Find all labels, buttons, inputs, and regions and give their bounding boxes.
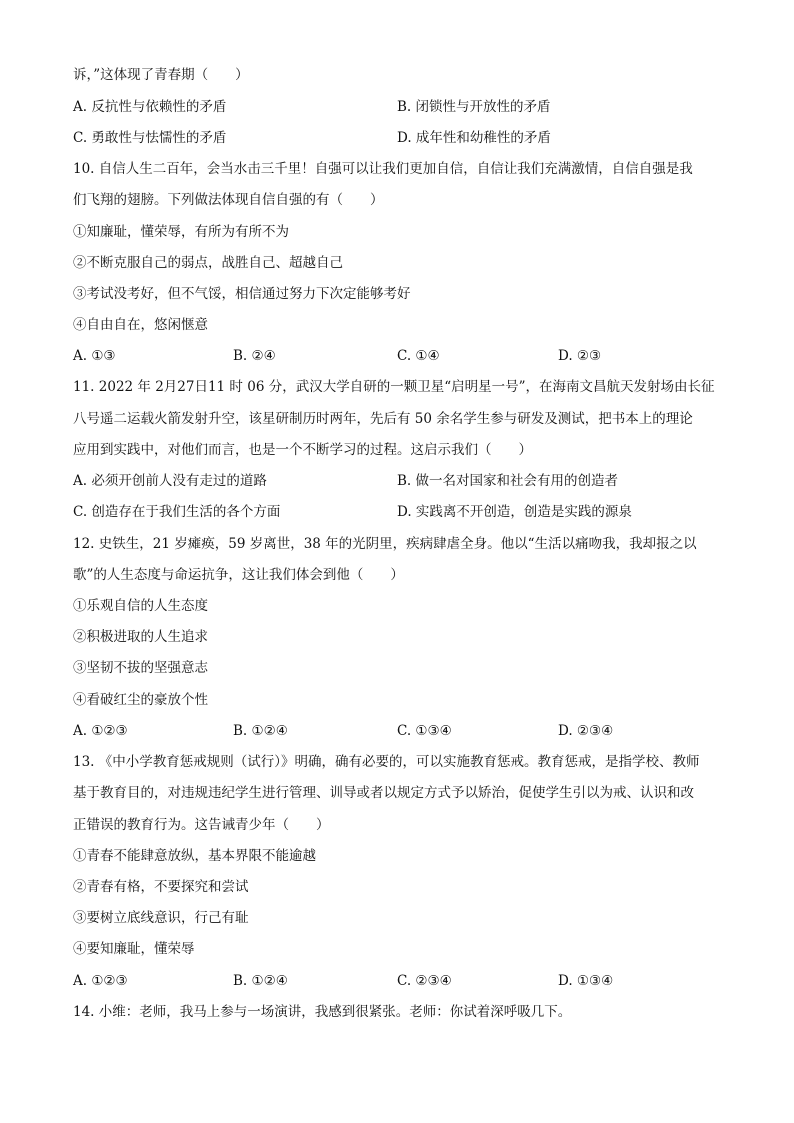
q12-option-d: D. ②③④	[558, 723, 614, 739]
q11-option-d: D. 实践离不开创造，创造是实践的源泉	[397, 504, 632, 520]
question-12-line-1: 12. 史铁生，21 岁瘫痪，59 岁离世，38 年的光阴里，疾病肆虐全身。他以“生活以痛吻我，我却报之以	[73, 536, 697, 552]
q10-option-b: B. ②④	[233, 348, 276, 364]
q11-option-b: B. 做一名对国家和社会有用的创造者	[397, 473, 619, 489]
q13-option-c: C. ②③④	[397, 973, 452, 989]
question-13-line-2: 基于教育目的，对违规违纪学生进行管理、训导或者以规定方式予以矫治，促使学生引以为戒、认识和改	[73, 785, 694, 801]
question-13-line-3: 正错误的教育行为。这告诫青少年（ ）	[73, 817, 330, 833]
q11-option-c: C. 创造存在于我们生活的各个方面	[73, 504, 281, 520]
q10-item-4: ④自由自在，悠闲惬意	[73, 317, 208, 333]
q9-option-a: A. 反抗性与依赖性的矛盾	[73, 99, 227, 115]
q12-item-4: ④看破红尘的豪放个性	[73, 692, 208, 708]
question-13-line-1: 13. 《中小学教育惩戒规则（试行）》明确，确有必要的，可以实施教育惩戒。教育惩戒，是指学校、教师	[73, 754, 700, 770]
q10-option-c: C. ①④	[397, 348, 440, 364]
q10-item-2: ②不断克服自己的弱点，战胜自己、超越自己	[73, 255, 343, 271]
q13-option-d: D. ①③④	[558, 973, 614, 989]
question-10-line-2: 们飞翔的翅膀。下列做法体现自信自强的有（ ）	[73, 192, 384, 208]
q10-option-a: A. ①③	[73, 348, 116, 364]
q9-option-c: C. 勇敢性与怯懦性的矛盾	[73, 130, 227, 146]
question-12-line-2: 歌”的人生态度与命运抗争，这让我们体会到他（ ）	[73, 567, 404, 583]
q12-item-1: ①乐观自信的人生态度	[73, 598, 208, 614]
q12-option-b: B. ①②④	[233, 723, 288, 739]
q13-item-2: ②青春有格，不要探究和尝试	[73, 879, 249, 895]
q13-item-4: ④要知廉耻，懂荣辱	[73, 941, 195, 957]
q12-option-a: A. ①②③	[73, 723, 128, 739]
question-11-line-2: 八号遥二运载火箭发射升空，该星研制历时两年，先后有 50 余名学生参与研发及测试，把书本上的理论	[73, 411, 693, 427]
q10-option-d: D. ②③	[558, 348, 602, 364]
question-11-line-3: 应用到实践中，对他们而言，也是一个不断学习的过程。这启示我们（ ）	[73, 442, 532, 458]
question-14-line-1: 14. 小维：老师，我马上参与一场演讲，我感到很紧张。老师：你试着深呼吸几下。	[73, 1004, 572, 1020]
q12-item-3: ③坚韧不拔的坚强意志	[73, 660, 208, 676]
question-10-line-1: 10. 自信人生二百年，会当水击三千里！自强可以让我们更加自信，自信让我们充满激情，自信自强是我	[73, 161, 693, 177]
q10-item-1: ①知廉耻，懂荣辱，有所为有所不为	[73, 224, 289, 240]
q13-option-a: A. ①②③	[73, 973, 128, 989]
q13-option-b: B. ①②④	[233, 973, 288, 989]
q12-item-2: ②积极进取的人生追求	[73, 629, 208, 645]
q9-option-b: B. 闭锁性与开放性的矛盾	[397, 99, 551, 115]
q9-option-d: D. 成年性和幼稚性的矛盾	[397, 130, 551, 146]
question-11-line-1: 11. 2022 年 2月27日11 时 06 分，武汉大学自研的一颗卫星“启明星一号”，在海南文昌航天发射场由长征	[73, 379, 715, 395]
q11-option-a: A. 必须开创前人没有走过的道路	[73, 473, 267, 489]
q13-item-1: ①青春不能肆意放纵，基本界限不能逾越	[73, 848, 316, 864]
question-9-tail: 诉，”这体现了青春期（ ）	[73, 67, 249, 83]
q10-item-3: ③考试没考好，但不气馁，相信通过努力下次定能够考好	[73, 286, 411, 302]
q12-option-c: C. ①③④	[397, 723, 452, 739]
q13-item-3: ③要树立底线意识，行己有耻	[73, 910, 249, 926]
